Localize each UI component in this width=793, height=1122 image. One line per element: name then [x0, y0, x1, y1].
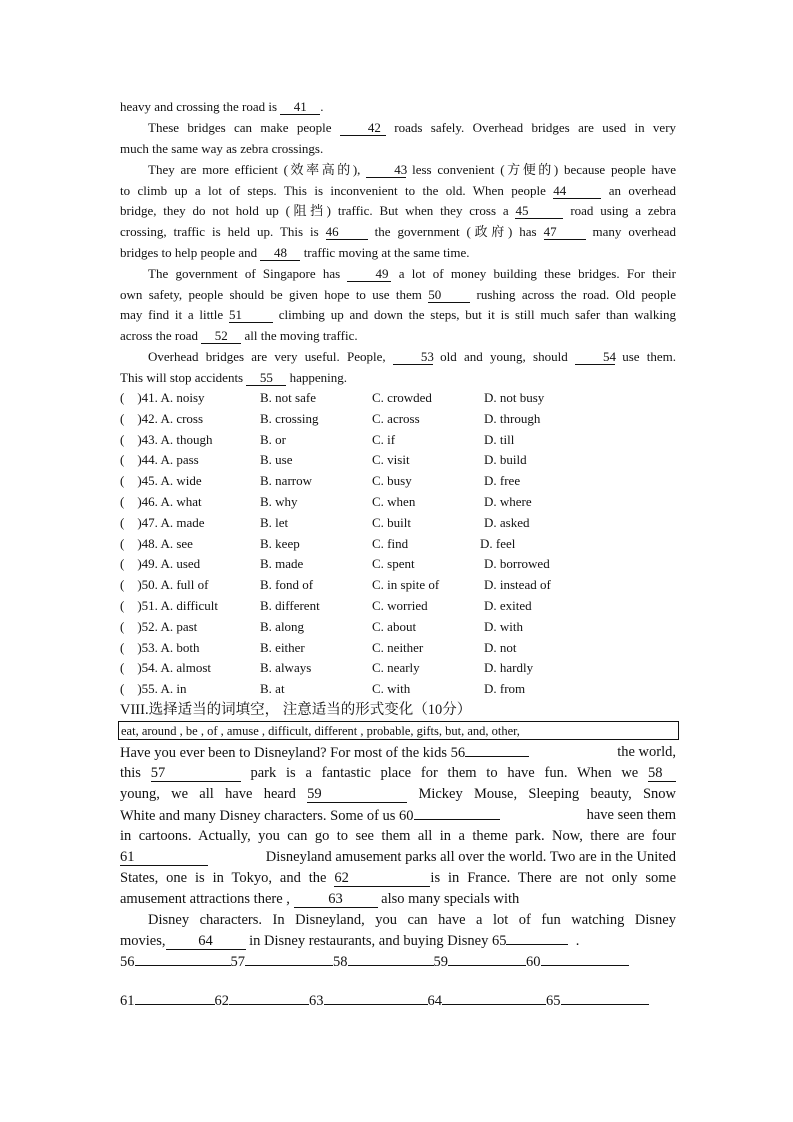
question-option-a: ( )54. A. almost	[120, 660, 211, 676]
blank-51: 51	[229, 307, 273, 323]
blank-59: 59	[307, 787, 407, 803]
section-heading: VIII.选择适当的词填空， 注意适当的形式变化（10分）	[120, 702, 472, 718]
blank-46: 46	[326, 224, 368, 240]
cloze-line: amusement attractions there , 63 also many specials with	[120, 891, 520, 907]
cloze-line: in cartoons. Actually, you can go to see them all in a theme park. Now, there are four	[120, 828, 676, 844]
blank-47: 47	[544, 224, 586, 240]
blank-42: 42	[340, 120, 386, 136]
question-option-a: ( )44. A. pass	[120, 452, 199, 468]
word-box: eat, around , be , of , amuse , difficult, different , probable, gifts, but, and, other,	[118, 721, 679, 740]
answer-line[interactable]	[135, 951, 231, 966]
passage-line: The government of Singapore has 49 a lot of money building these bridges. For their	[148, 266, 676, 281]
question-option-b: B. why	[260, 494, 298, 509]
question-option-a: ( )42. A. cross	[120, 410, 204, 426]
question-option-a: ( )52. A. past	[120, 618, 198, 634]
question-option-a: ( )43. A. though	[120, 431, 213, 447]
question-option-d: D. not	[484, 639, 517, 655]
passage-line: heavy and crossing the road is 41 .	[120, 99, 324, 114]
passage-line: They are more efficient (效率高的), 43 less convenient (方便的) because people have	[148, 162, 676, 177]
cloze-line: Have you ever been to Disneyland? For most of the kids 56 the world,	[120, 744, 676, 761]
question-option-d: D. borrowed	[484, 556, 550, 572]
question-option-a: ( )47. A. made	[120, 514, 205, 530]
blank-49: 49	[347, 266, 391, 282]
blank-58: 58	[648, 766, 676, 782]
passage-line: crossing, traffic is held up. This is 46 the government (政府) has 47 many overhead	[120, 224, 677, 239]
question-option-d: D. hardly	[484, 660, 534, 676]
question-option-b: B. keep	[260, 535, 300, 551]
blank-41: 41	[280, 99, 320, 115]
question-option-a: ( )51. A. difficult	[120, 598, 218, 613]
passage-line: own safety, people should be given hope to use them 50 rushing across the road. Old people	[120, 287, 677, 302]
passage-line: across the road 52 all the moving traffic.	[120, 328, 358, 343]
answer-line[interactable]	[348, 951, 434, 966]
question-option-c: C. nearly	[372, 660, 420, 676]
passage-line: bridges to help people and 48 traffic moving at the same time.	[120, 245, 470, 260]
cloze-line: Disney characters. In Disneyland, you can have a lot of fun watching Disney	[148, 912, 676, 928]
question-option-a: ( )48. A. see	[120, 535, 193, 551]
answer-line[interactable]	[448, 951, 526, 966]
question-option-c: C. worried	[372, 598, 428, 613]
answer-line[interactable]	[245, 951, 333, 966]
passage-line: much the same way as zebra crossings.	[120, 141, 324, 156]
passage-line: These bridges can make people 42 roads safely. Overhead bridges are used in very	[148, 120, 677, 135]
question-option-b: B. crossing	[260, 410, 319, 426]
question-option-a: ( )50. A. full of	[120, 577, 209, 593]
blank-61: 61	[120, 850, 208, 866]
question-option-d: D. not busy	[484, 390, 545, 405]
question-option-c: C. when	[372, 494, 416, 509]
question-option-c: C. across	[372, 410, 420, 426]
blank-48: 48	[260, 245, 300, 261]
question-option-b: B. always	[260, 660, 312, 676]
blank-63: 63	[294, 892, 378, 908]
question-option-c: C. with	[372, 681, 411, 697]
blank-53: 53	[393, 349, 433, 365]
question-option-b: B. either	[260, 639, 305, 655]
question-option-c: C. spent	[372, 556, 415, 572]
question-option-c: C. about	[372, 618, 417, 634]
blank-56	[465, 742, 529, 757]
blank-54: 54	[575, 349, 615, 365]
question-option-d: D. build	[484, 452, 527, 468]
question-option-d: D. exited	[484, 598, 532, 613]
blank-44: 44	[553, 183, 601, 199]
question-option-c: C. built	[372, 514, 412, 530]
answer-line[interactable]	[324, 990, 428, 1005]
question-option-d: D. where	[484, 494, 532, 509]
question-option-a: ( )55. A. in	[120, 681, 187, 697]
passage-line: to climb up a lot of steps. This is inconvenient to the old. When people 44 an overhead	[120, 183, 677, 198]
question-option-b: B. use	[260, 452, 293, 468]
question-option-b: B. different	[260, 598, 320, 613]
answer-line[interactable]	[442, 990, 546, 1005]
question-option-a: ( )45. A. wide	[120, 473, 202, 489]
question-option-d: D. feel	[480, 535, 516, 551]
question-option-a: ( )41. A. noisy	[120, 390, 205, 405]
question-option-d: D. through	[484, 410, 541, 426]
question-option-b: B. made	[260, 556, 304, 572]
passage-line: This will stop accidents 55 happening.	[120, 370, 348, 385]
question-option-a: ( )46. A. what	[120, 494, 202, 509]
answer-row-2: 61 62 63 64 65	[120, 990, 720, 1012]
blank-55: 55	[246, 370, 286, 386]
question-option-d: D. asked	[484, 514, 530, 530]
question-option-c: C. crowded	[372, 390, 432, 405]
cloze-line: 61 Disneyland amusement parks all over the world. Two are in the United	[120, 849, 676, 865]
blank-64: 64	[166, 934, 246, 950]
blank-45: 45	[515, 203, 563, 219]
answer-line[interactable]	[229, 990, 309, 1005]
question-option-d: D. instead of	[484, 577, 551, 593]
answer-line[interactable]	[541, 951, 629, 966]
question-option-b: B. fond of	[260, 577, 314, 593]
blank-52: 52	[201, 328, 241, 344]
question-option-c: C. if	[372, 431, 396, 447]
blank-65	[506, 930, 568, 945]
question-option-c: C. in spite of	[372, 577, 440, 593]
question-option-c: C. busy	[372, 473, 412, 489]
passage-line: bridge, they do not hold up (阻挡) traffic. But when they cross a 45 road using a zebra	[120, 203, 677, 218]
blank-50: 50	[428, 287, 470, 303]
question-option-d: D. free	[484, 473, 521, 489]
answer-row-1: 56 57 58 59 60	[120, 951, 720, 973]
answer-line[interactable]	[135, 990, 215, 1005]
cloze-line: States, one is in Tokyo, and the 62 is in France. There are not only some	[120, 870, 677, 886]
blank-57: 57	[151, 766, 241, 782]
passage-line: may find it a little 51 climbing up and down the steps, but it is still much safer than walking	[120, 307, 676, 322]
question-option-d: D. till	[484, 431, 515, 447]
question-option-c: C. find	[372, 535, 409, 551]
passage-line: Overhead bridges are very useful. People, 53 old and young, should 54 use them.	[148, 349, 677, 364]
question-option-b: B. along	[260, 618, 305, 634]
cloze-line: this 57 park is a fantastic place for them to have fun. When we 58	[120, 763, 676, 784]
cloze-line: young, we all have heard 59 Mickey Mouse, Sleeping beauty, Snow	[120, 786, 676, 802]
cloze-line: White and many Disney characters. Some of us 60 have seen them	[120, 807, 676, 824]
blank-62: 62	[334, 871, 430, 887]
question-option-b: B. narrow	[260, 473, 312, 489]
question-option-a: ( )49. A. used	[120, 556, 201, 572]
blank-60	[414, 805, 500, 820]
question-option-c: C. visit	[372, 452, 410, 468]
question-option-b: B. at	[260, 681, 285, 697]
question-option-c: C. neither	[372, 639, 424, 655]
blank-43: 43	[366, 162, 406, 178]
question-option-b: B. not safe	[260, 390, 316, 405]
cloze-line: movies, 64 in Disney restaurants, and buying Disney 65 .	[120, 930, 676, 952]
question-option-a: ( )53. A. both	[120, 639, 200, 655]
question-option-b: B. let	[260, 514, 289, 530]
answer-line[interactable]	[561, 990, 649, 1005]
question-option-d: D. from	[484, 681, 526, 697]
question-option-b: B. or	[260, 431, 286, 447]
question-option-d: D. with	[484, 618, 523, 634]
